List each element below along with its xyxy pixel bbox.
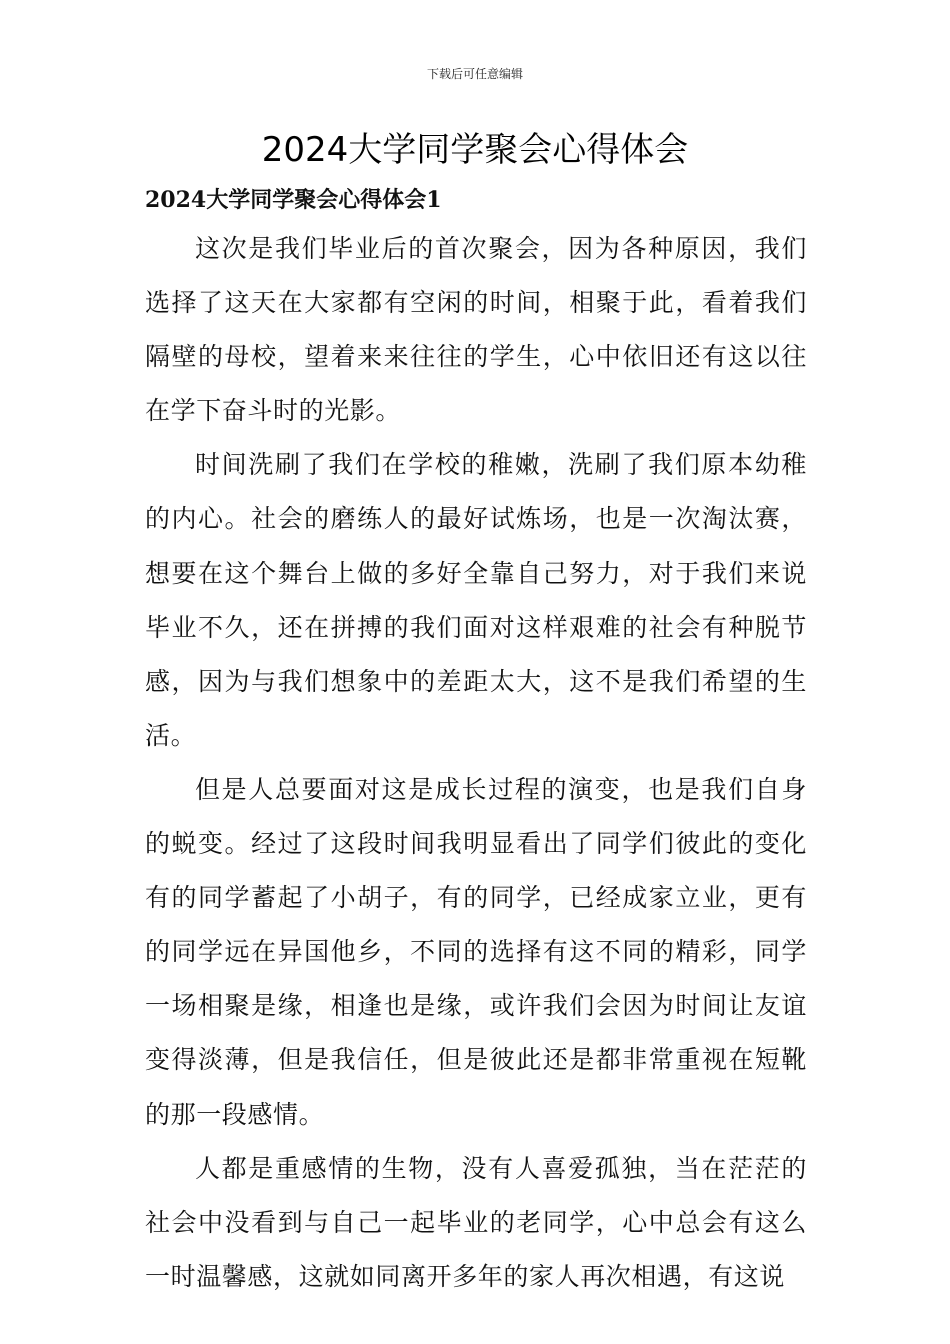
section-heading: 2024大学同学聚会心得体会1 [145, 187, 442, 213]
paragraph-4: 人都是重感情的生物，没有人喜爱孤独，当在茫茫的社会中没看到与自己一起毕业的老同学，心中总会有这么一时温馨感，这就如同离开多年的家人再次相遇，有这说 [145, 1153, 807, 1291]
document-title: 2024大学同学聚会心得体会 [261, 130, 689, 170]
paragraph-2: 时间洗刷了我们在学校的稚嫩，洗刷了我们原本幼稚的内心。社会的磨练人的最好试炼场，也是一次淘汰赛，想要在这个舞台上做的多好全靠自己努力，对于我们来说毕业不久，还在拼搏的我们面对这样艰难的社会有种脱节感，因为与我们想象中的差距太大，这不是我们希望的生活。 [145, 450, 807, 750]
paragraph-1: 这次是我们毕业后的首次聚会，因为各种原因，我们选择了这天在大家都有空闲的时间，相聚于此，看着我们隔壁的母校，望着来来往往的学生，心中依旧还有这以往在学下奋斗时的光影。 [145, 234, 807, 426]
document-body [145, 222, 807, 1304]
paragraph-3: 但是人总要面对这是成长过程的演变，也是我们自身的蜕变。经过了这段时间我明显看出了同学们彼此的变化有的同学蓄起了小胡子，有的同学，已经成家立业，更有的同学远在异国他乡，不同的选择有这不同的精彩，同学一场相聚是缘，相逢也是缘，或许我们会因为时间让友谊变得淡薄，但是我信任，但是彼此还是都非常重视在短靴的那一段感情。 [145, 774, 807, 1129]
page-header-note: 下载后可任意编辑 [426, 67, 523, 81]
